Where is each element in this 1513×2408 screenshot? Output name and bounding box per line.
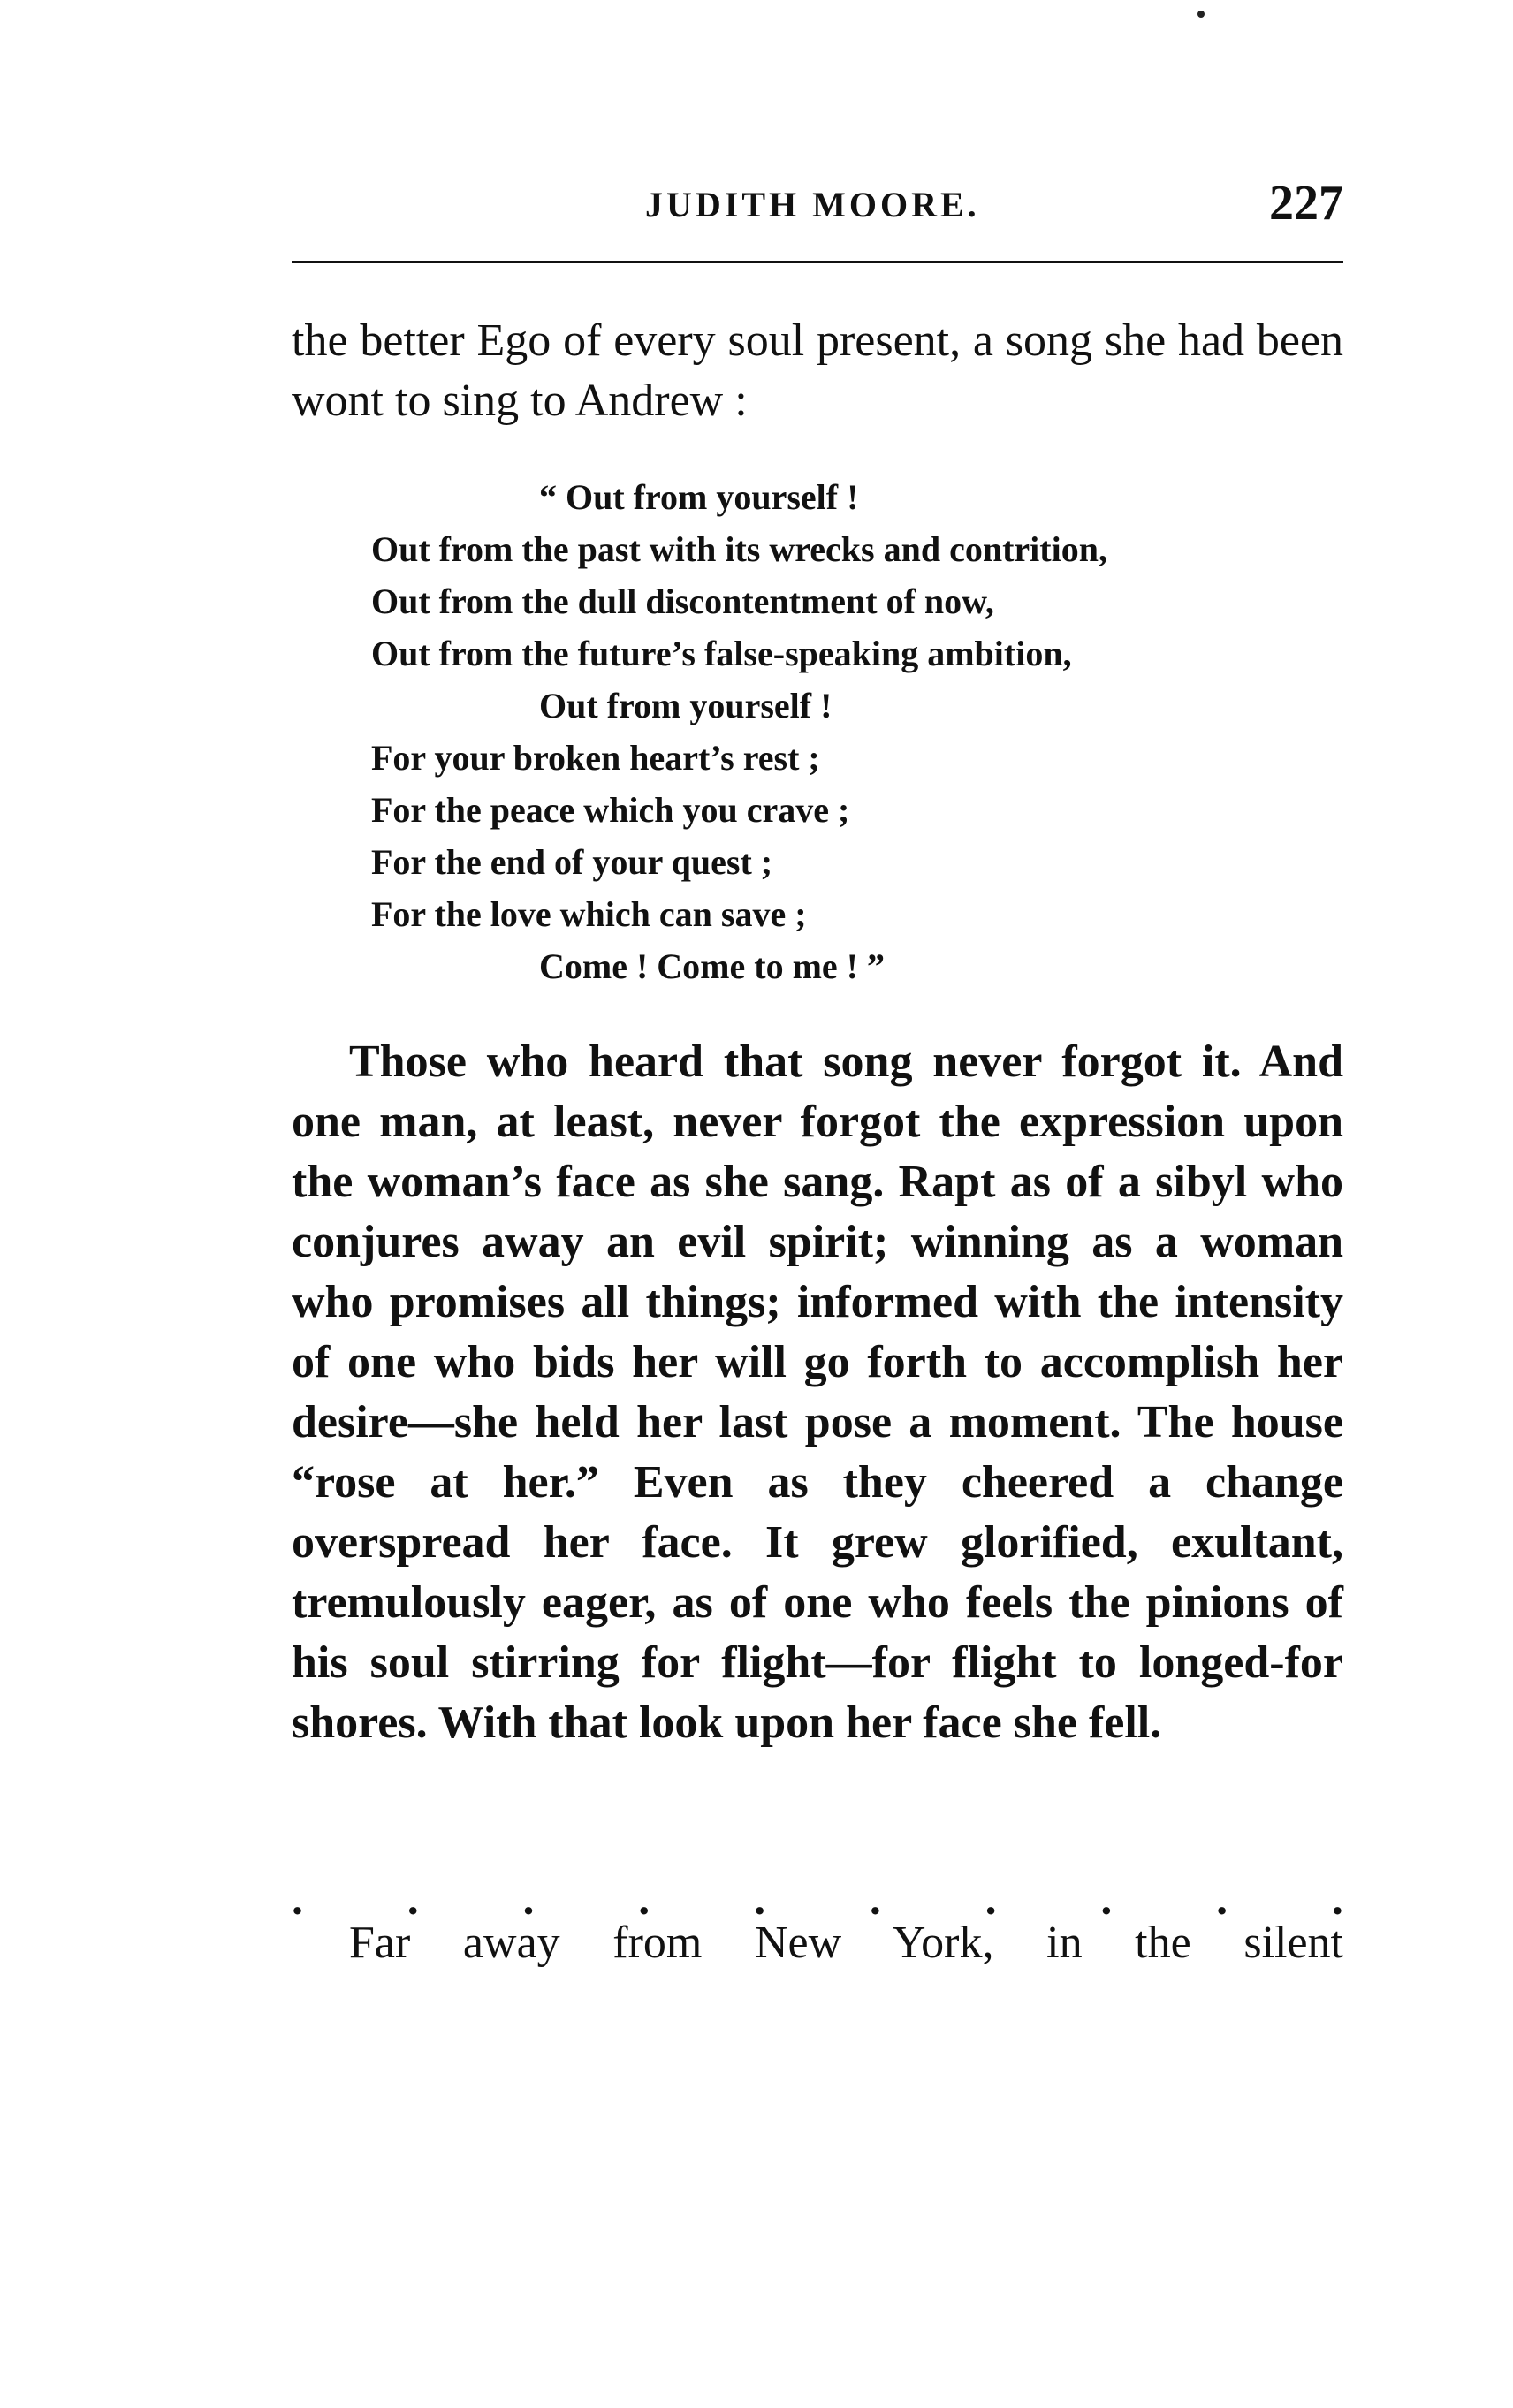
section-break-dot: .: [985, 1874, 997, 1925]
poem-line: Out from yourself !: [539, 686, 833, 725]
poem-line: Out from the future’s false-speaking ambition,: [371, 634, 1072, 673]
running-title: JUDITH MOORE.: [645, 185, 980, 224]
section-break: [292, 1874, 1343, 1925]
header-rule: [292, 261, 1343, 263]
section-break-dot: .: [638, 1874, 650, 1925]
opening-paragraph: the better Ego of every soul present, a song she had been wont to sing to Andrew :: [292, 315, 1343, 426]
section-break-dot: .: [869, 1874, 881, 1925]
poem-line: For the love which can save ;: [371, 894, 807, 934]
poem-line: For the end of your quest ;: [371, 842, 773, 882]
poem: [371, 471, 1343, 992]
section-break-dot: .: [1216, 1874, 1228, 1925]
section-break-dot: .: [522, 1874, 535, 1925]
running-header: [292, 175, 1343, 237]
poem-line: For the peace which you crave ;: [371, 790, 850, 830]
poem-line: Out from the dull discontentment of now,: [371, 581, 994, 621]
poem-line: For your broken heart’s rest ;: [371, 738, 820, 778]
print-speck: [1197, 11, 1205, 18]
closing-paragraph: Far away from New York, in the silent: [349, 1918, 1343, 1968]
section-break-dot: .: [292, 1874, 303, 1925]
section-break-dot: .: [1331, 1874, 1343, 1925]
poem-line: Out from the past with its wrecks and contrition,: [371, 529, 1107, 569]
section-break-dot: .: [754, 1874, 766, 1925]
poem-line: “ Out from yourself !: [539, 477, 859, 517]
section-break-dot: .: [1100, 1874, 1113, 1925]
poem-line: Come ! Come to me ! ”: [539, 946, 885, 986]
section-break-dot: .: [407, 1874, 419, 1925]
main-paragraph: Those who heard that song never forgot it. And one man, at least, never forgot the expression upon the woman’s face as she sang. Rapt as of a sibyl who conjures away an evil spirit; winning as a woman who promises all things; informed with the intensity of one who bids her will go forth to accomplish her desire—she held her last pose a moment. The house “rose at her.” Even as they cheered a change overspread her face. It grew glorified, exultant, tremulously eager, as of one who feels the pinions of his soul stirring for flight—for flight to longed-for shores. With that look upon her face she fell.: [292, 1037, 1343, 1748]
page-number: 227: [1269, 176, 1343, 231]
